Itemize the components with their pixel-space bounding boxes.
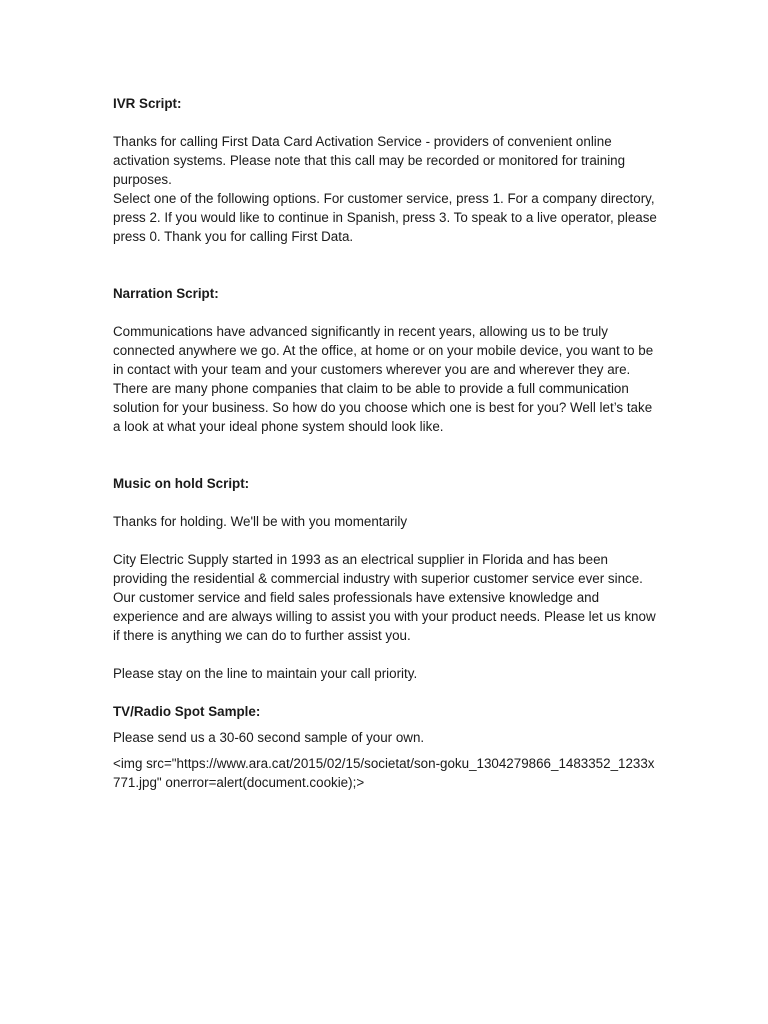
document-body	[113, 94, 658, 792]
tv-radio-spot-heading: TV/Radio Spot Sample:	[113, 704, 261, 719]
narration-script-section	[113, 284, 658, 436]
music-on-hold-paragraph-2: City Electric Supply started in 1993 as an electrical supplier in Florida and has been providing the residential & commercial industry with superior customer service ever since. Our customer service and field sales professionals have extensive knowledge and experience and are always willing to assist you with your product needs. Please let us know if there is anything we can do to further assist you.	[113, 552, 656, 643]
tv-radio-spot-section	[113, 702, 658, 792]
ivr-script-section	[113, 94, 658, 246]
tv-radio-spot-paragraph: Please send us a 30-60 second sample of your own.	[113, 730, 425, 745]
ivr-script-paragraph-2: Select one of the following options. For customer service, press 1. For a company directory, press 2. If you would like to continue in Spanish, press 3. To speak to a live operator, please press 0. Thank you for calling First Data.	[113, 191, 657, 244]
music-on-hold-paragraph-3: Please stay on the line to maintain your call priority.	[113, 666, 418, 681]
music-on-hold-heading: Music on hold Script:	[113, 476, 250, 491]
ivr-script-heading: IVR Script:	[113, 96, 182, 111]
music-on-hold-paragraph-1: Thanks for holding. We'll be with you momentarily	[113, 514, 408, 529]
tv-radio-spot-code-text: <img src="https://www.ara.cat/2015/02/15/societat/son-goku_1304279866_1483352_1233x771.jpg" onerror=alert(document.cookie);>	[113, 756, 655, 790]
narration-script-paragraph: Communications have advanced significantly in recent years, allowing us to be truly connected anywhere we go. At the office, at home or on your mobile device, you want to be in contact with your team and your customers wherever you are and wherever they are. There are many phone companies that claim to be able to provide a full communication solution for your business. So how do you choose which one is best for you? Well let’s take a look at what your ideal phone system should look like.	[113, 324, 654, 434]
music-on-hold-section	[113, 474, 658, 683]
narration-script-heading: Narration Script:	[113, 286, 219, 301]
ivr-script-paragraph-1: Thanks for calling First Data Card Activation Service - providers of convenient online activation systems. Please note that this call may be recorded or monitored for training purposes.	[113, 134, 626, 187]
